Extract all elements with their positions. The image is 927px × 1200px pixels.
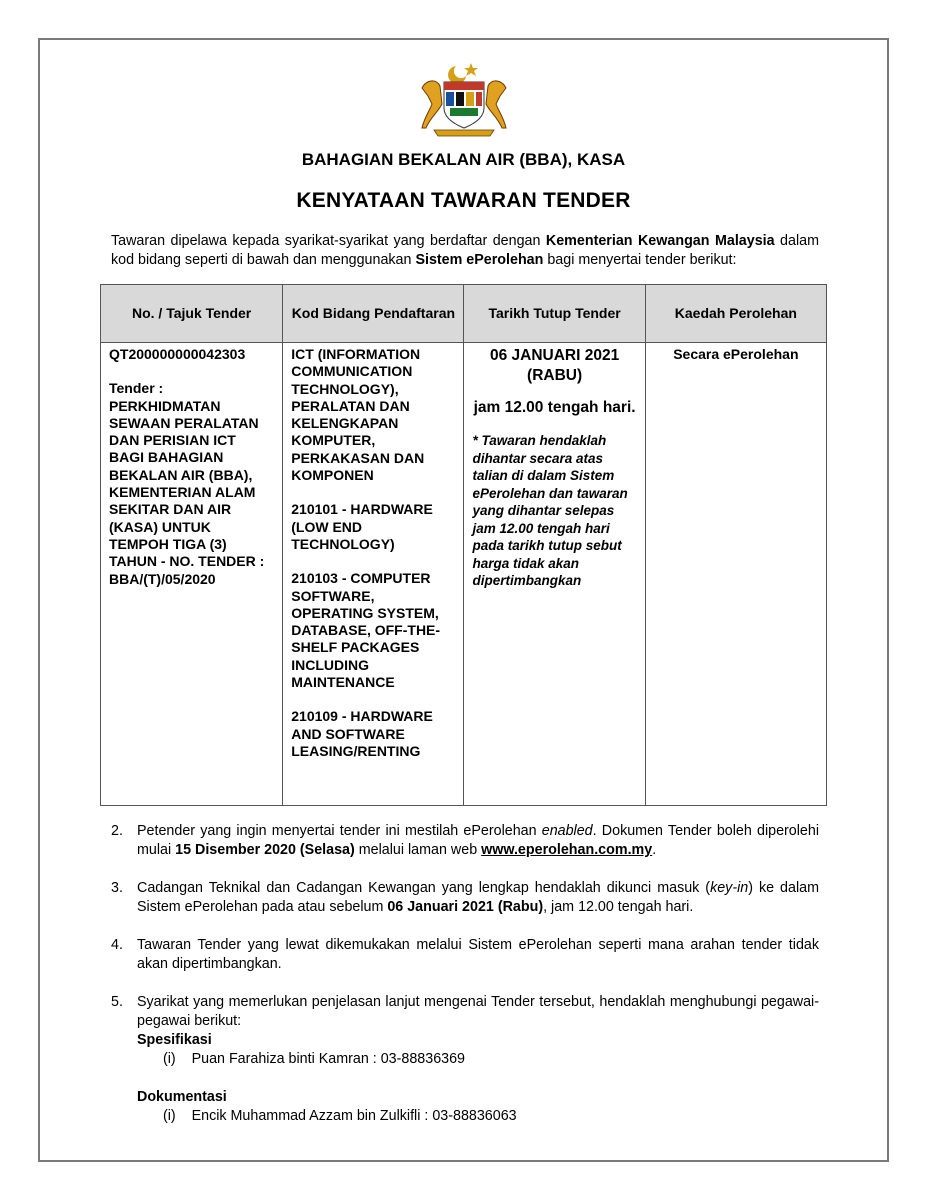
doc-heading: Dokumentasi	[137, 1089, 227, 1105]
item-number: 3.	[111, 880, 123, 896]
field-code-item: 210103 - COMPUTER SOFTWARE, OPERATING SYSTEM, DATABASE, OFF-THE-SHELF PACKAGES INCLUDING MAINTENANCE	[291, 570, 441, 691]
list-item: 3. Cadangan Teknikal dan Cadangan Kewangan yang lengkap hendaklah dikunci masuk (key-in) ke dalam Sistem ePerolehan pada atau sebelum 06 Januari 2021 (Rabu), jam 12.00 tengah hari.	[111, 880, 819, 915]
contact-list	[137, 1031, 517, 1126]
closing-time: jam 12.00 tengah hari.	[473, 399, 636, 416]
doc-contact: (i) Encik Muhammad Azzam bin Zulkifli : 03-88836063	[163, 1108, 517, 1124]
closing-cell	[464, 343, 645, 806]
header-closing-date: Tarikh Tutup Tender	[464, 285, 645, 343]
field-code-item: ICT (INFORMATION COMMUNICATION TECHNOLOGY), PERALATAN DAN KELENGKAPAN KOMPUTER, PERKAKASAN DAN KOMPONEN	[291, 346, 425, 484]
tender-cell	[101, 343, 283, 806]
numbered-items	[111, 822, 819, 1050]
list-item: 2. Petender yang ingin menyertai tender ini mestilah ePerolehan enabled. Dokumen Tender boleh diperolehi mulai 15 Disember 2020 (Selasa) melalui laman web www.eperolehan.com.my.	[111, 823, 819, 858]
closing-date: 06 JANUARI 2021 (RABU)	[489, 347, 620, 384]
header-field-code: Kod Bidang Pendaftaran	[283, 285, 464, 343]
intro-paragraph: Tawaran dipelawa kepada syarikat-syarikat yang berdaftar dengan Kementerian Kewangan Malaysia dalam kod bidang seperti di bawah dan menggunakan Sistem ePerolehan bagi menyertai tender berikut:	[111, 233, 819, 268]
header-procurement-method: Kaedah Perolehan	[645, 285, 826, 343]
field-code-item: 210101 - HARDWARE (LOW END TECHNOLOGY)	[291, 501, 433, 552]
ministry-name: Kementerian Kewangan Malaysia	[545, 233, 775, 249]
closing-note: * Tawaran hendaklah dihantar secara atas talian di dalam Sistem ePerolehan dan tawaran yang dihantar selepas jam 12.00 tengah hari pada tarikh tutup sebut harga tidak akan dipertimbangkan	[472, 433, 628, 588]
malaysia-coat-of-arms-logo	[416, 58, 512, 138]
page-title: KENYATAAN TAWARAN TENDER	[296, 189, 631, 212]
agency-heading: BAHAGIAN BEKALAN AIR (BBA), KASA	[301, 150, 626, 169]
procurement-method: Secara ePerolehan	[673, 346, 799, 362]
item-number: 5.	[111, 994, 123, 1010]
item-number: 2.	[111, 823, 123, 839]
spec-contact: (i) Puan Farahiza binti Kamran : 03-88836369	[163, 1051, 465, 1067]
field-code-cell	[283, 343, 464, 806]
list-item: 4. Tawaran Tender yang lewat dikemukakan melalui Sistem ePerolehan seperti mana arahan tender tidak akan dipertimbangkan.	[111, 937, 819, 972]
tender-title: Tender : PERKHIDMATAN SEWAAN PERALATAN DAN PERISIAN ICT BAGI BAHAGIAN BEKALAN AIR (BBA), KEMENTERIAN ALAM SEKITAR DAN AIR (KASA) UNTUK TEMPOH TIGA (3) TAHUN - NO. TENDER : BBA/(T)/05/2020	[109, 380, 265, 587]
table-row	[101, 343, 827, 806]
tender-table	[100, 284, 827, 806]
table-header-row	[101, 285, 827, 343]
header-tender-no: No. / Tajuk Tender	[101, 285, 283, 343]
method-cell	[645, 343, 826, 806]
field-code-item: 210109 - HARDWARE AND SOFTWARE LEASING/RENTING	[291, 708, 433, 759]
tender-number: QT200000000042303	[109, 346, 246, 362]
list-item: 5. Syarikat yang memerlukan penjelasan lanjut mengenai Tender tersebut, hendaklah menghubungi pegawai-pegawai berikut:	[111, 994, 819, 1029]
eperolehan-link[interactable]: www.eperolehan.com.my	[481, 842, 653, 858]
spec-heading: Spesifikasi	[137, 1032, 212, 1048]
item-number: 4.	[111, 937, 123, 953]
system-name: Sistem ePerolehan	[415, 252, 544, 268]
